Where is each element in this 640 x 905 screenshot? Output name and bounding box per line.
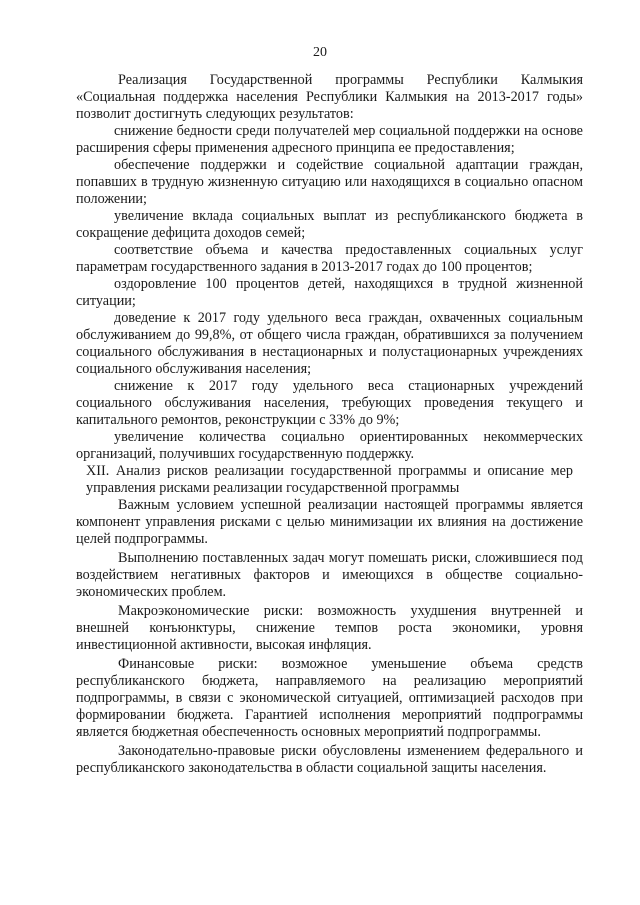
results-list: [76, 123, 583, 463]
result-item: доведение к 2017 году удельного веса граждан, охваченных социальным обслуживанием до 99,8%, от общего числа граждан, обратившихся за получением социального обслуживания в нестационарных и полустационарных учреждениях социального обслуживания населения;: [76, 310, 583, 377]
risk-analysis-section: [76, 497, 583, 777]
result-item: оздоровление 100 процентов детей, находящихся в трудной жизненной ситуации;: [76, 276, 583, 309]
result-item: снижение бедности среди получателей мер социальной поддержки на основе расширения сферы применения адресного принципа ее предоставления;: [76, 123, 583, 156]
page-number: 20: [313, 45, 327, 60]
result-item: увеличение количества социально ориентированных некоммерческих организаций, получивших государственную поддержку.: [76, 429, 583, 462]
section-heading: XII. Анализ рисков реализации государственной программы и описание мер управления рисками реализации государственной программы: [86, 463, 573, 496]
section-paragraph: Законодательно-правовые риски обусловлены изменением федерального и республиканского законодательства в области социальной защиты населения.: [76, 743, 583, 776]
section-paragraph: Выполнению поставленных задач могут помешать риски, сложившиеся под воздействием негативных факторов и имеющихся в обществе социально-экономических проблем.: [76, 550, 583, 600]
result-item: снижение к 2017 году удельного веса стационарных учреждений социального обслуживания населения, требующих проведения текущего и капитального ремонтов, реконструкции с 33% до 9%;: [76, 378, 583, 428]
result-item: увеличение вклада социальных выплат из республиканского бюджета в сокращение дефицита доходов семей;: [76, 208, 583, 241]
section-paragraph: Финансовые риски: возможное уменьшение объема средств республиканского бюджета, направляемого на реализацию мероприятий подпрограммы, в связи с экономической ситуацией, оптимизацией расходов при формировании бюджета. Гарантией исполнения мероприятий подпрограммы является бюджетная обеспеченность основных мероприятий подпрограммы.: [76, 656, 583, 740]
intro-paragraph: Реализация Государственной программы Республики Калмыкия «Социальная поддержка населения Республики Калмыкия на 2013-2017 годы» позволит достигнуть следующих результатов:: [76, 72, 583, 122]
result-item: соответствие объема и качества предоставленных социальных услуг параметрам государственного задания в 2013-2017 годах до 100 процентов;: [76, 242, 583, 275]
section-paragraph: Важным условием успешной реализации настоящей программы является компонент управления рисками с целью минимизации их влияния на достижение целей подпрограммы.: [76, 497, 583, 547]
document-body: [76, 72, 583, 779]
section-paragraph: Макроэкономические риски: возможность ухудшения внутренней и внешней конъюнктуры, снижение темпов роста экономики, уровня инвестиционной активности, высокая инфляция.: [76, 603, 583, 653]
result-item: обеспечение поддержки и содействие социальной адаптации граждан, попавших в трудную жизненную ситуацию или находящихся в социально опасном положении;: [76, 157, 583, 207]
